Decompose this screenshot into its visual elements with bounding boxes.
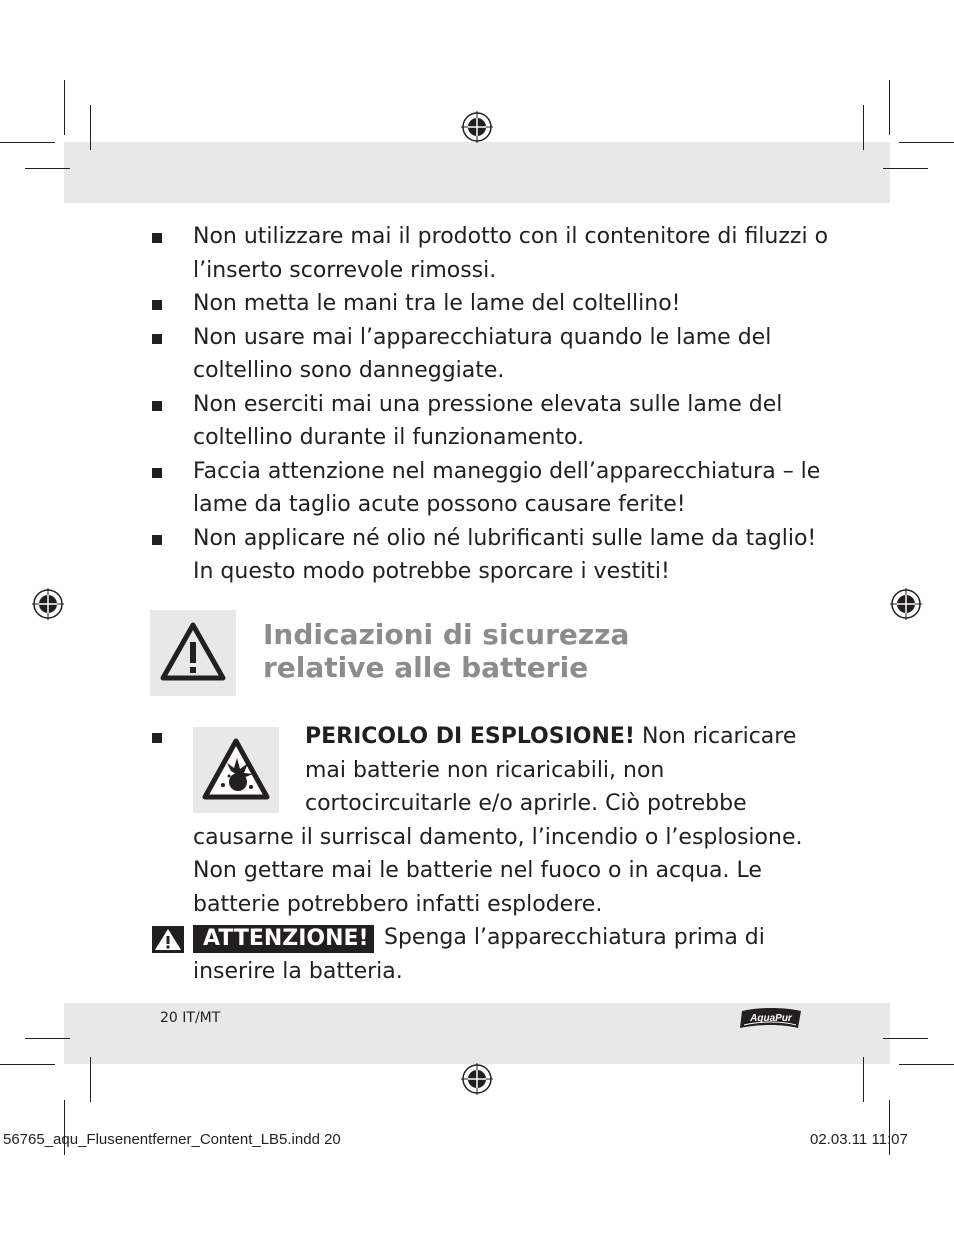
crop-mark: [899, 142, 954, 143]
crop-mark: [0, 142, 55, 143]
crop-mark: [883, 1038, 928, 1039]
attention-label: ATTENZIONE!: [193, 925, 374, 953]
registration-mark-icon: [890, 588, 922, 620]
brand-text: AquaPur: [750, 1013, 792, 1024]
list-item: Non metta le mani tra le lame del coltellino!: [150, 287, 830, 321]
crop-mark: [899, 1064, 954, 1065]
danger-label: PERICOLO DI ESPLOSIONE!: [305, 724, 635, 749]
square-bullet-icon: [152, 535, 162, 545]
square-bullet-icon: [152, 233, 162, 243]
warning-triangle-icon: [152, 926, 184, 953]
crop-mark: [64, 80, 65, 135]
page-number: 20 IT/MT: [160, 1010, 221, 1026]
attention-text: Spenga l’apparecchiatura prima di inserire la batteria.: [193, 925, 765, 984]
crop-mark: [90, 1057, 91, 1102]
crop-mark: [889, 80, 890, 135]
list-item: Non utilizzare mai il prodotto con il contenitore di filuzzi o l’inserto scorrevole rimossi.: [150, 220, 830, 287]
crop-mark: [0, 1064, 55, 1065]
square-bullet-icon: [152, 334, 162, 344]
section-heading: Indicazioni di sicurezza relative alle batterie: [263, 618, 630, 684]
crop-mark: [25, 168, 70, 169]
battery-warning-text: PERICOLO DI ESPLOSIONE! Non ricaricare mai batterie non ricaricabili, non cortocircuitarle e/o aprirle. Ciò potrebbe causarne il surriscal damento, l’incendio o l’esplosione. Non gettare mai le batterie nel fuoco o in acqua. Le batterie potrebbero infatti esplodere.: [193, 724, 803, 917]
slug-datetime: 02.03.11 11:07: [810, 1131, 908, 1148]
crop-mark: [883, 168, 928, 169]
safety-bullet-list: [150, 220, 830, 589]
registration-mark-icon: [461, 1063, 493, 1095]
crop-mark: [25, 1038, 70, 1039]
warning-triangle-icon: [150, 610, 236, 696]
crop-mark: [863, 1057, 864, 1102]
list-item: Non usare mai l’apparecchiatura quando le lame del coltellino sono danneggiate.: [150, 321, 830, 388]
registration-mark-icon: [32, 588, 64, 620]
crop-mark: [863, 105, 864, 150]
aquapur-logo: [738, 1006, 804, 1032]
list-item: Non eserciti mai una pressione elevata sulle lame del coltellino durante il funzionamento.: [150, 388, 830, 455]
registration-mark-icon: [461, 111, 493, 143]
square-bullet-icon: [152, 468, 162, 478]
slug-filename: 56765_aqu_Flusenentferner_Content_LB5.indd 20: [3, 1131, 341, 1148]
list-item: Non applicare né olio né lubrificanti sulle lame da taglio! In questo modo potrebbe sporcare i vestiti!: [150, 522, 830, 589]
header-band: [64, 142, 890, 203]
battery-warning: [150, 720, 830, 920]
list-item: Faccia attenzione nel maneggio dell’apparecchiatura – le lame da taglio acute possono causare ferite!: [150, 455, 830, 522]
square-bullet-icon: [152, 401, 162, 411]
square-bullet-icon: [152, 300, 162, 310]
warning-icon-box: [150, 610, 236, 696]
crop-mark: [90, 105, 91, 150]
attention-note: [150, 921, 830, 988]
square-bullet-icon: [152, 733, 162, 743]
